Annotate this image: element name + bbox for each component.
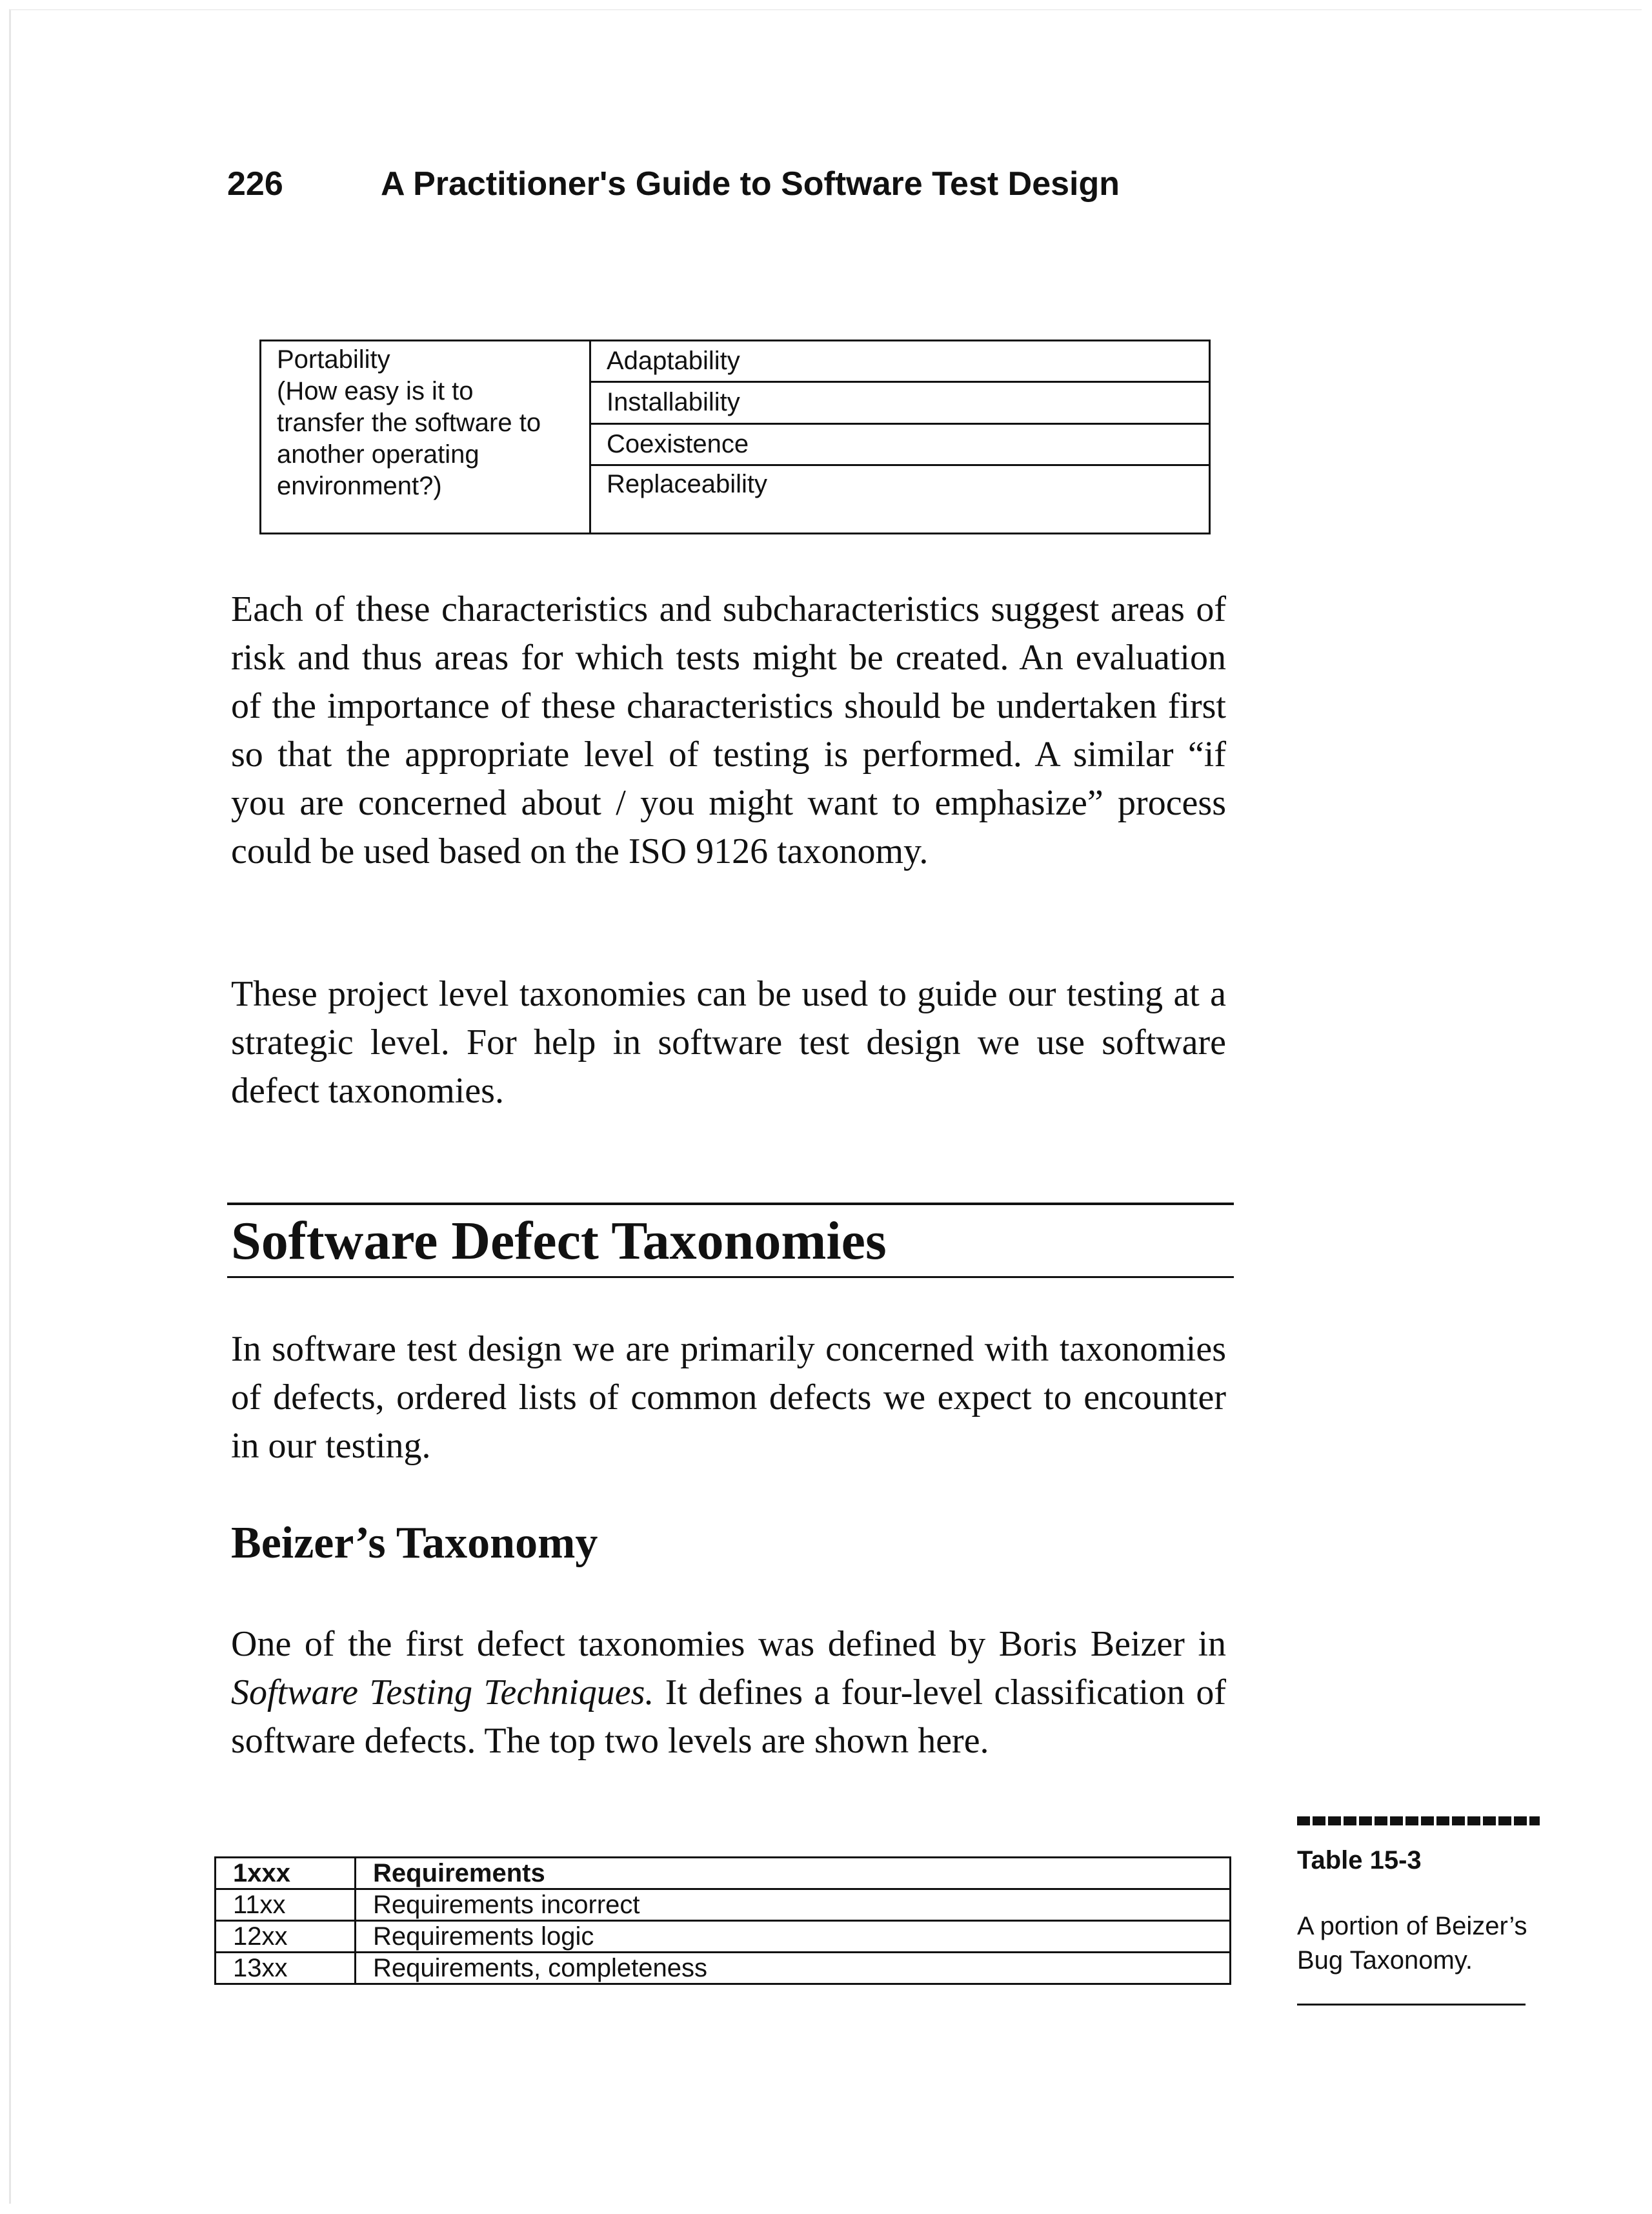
subcharacteristic-cell: Replaceability [590, 465, 1210, 533]
book-title: A Practitioner's Guide to Software Test Design [381, 165, 1120, 203]
subcharacteristic-cell: Adaptability [590, 341, 1210, 382]
subcharacteristic-cell: Coexistence [590, 423, 1210, 465]
table-row [216, 1953, 1231, 1984]
subsection-heading: Beizer’s Taxonomy [231, 1518, 598, 1568]
paragraph-characteristics: Each of these characteristics and subcharacteristics suggest areas of risk and thus areas for which tests might be created. An evaluation of the importance of these characteristics should be undertaken first so that the appropriate level of testing is performed. A similar “if you are concerned about / you might want to emphasize” process could be used based on the ISO 9126 taxonomy. [231, 589, 1226, 871]
caption-line: Bug Taxonomy. [1297, 1946, 1473, 1975]
characteristic-line: another operating [277, 440, 479, 469]
table-caption-label: Table 15-3 [1297, 1846, 1422, 1874]
portability-table [259, 340, 1211, 534]
taxonomy-label: Requirements, completeness [356, 1953, 1231, 1984]
section-rule-bottom [227, 1276, 1234, 1278]
taxonomy-code: 13xx [216, 1953, 356, 1984]
table-caption-text [1297, 1909, 1568, 1978]
taxonomy-code: 12xx [216, 1921, 356, 1953]
taxonomy-label: Requirements logic [356, 1921, 1231, 1953]
paragraph-text: One of the first defect taxonomies was defined by Boris Beizer in [231, 1624, 1226, 1664]
book-reference: Software Testing Techniques. [231, 1672, 654, 1712]
characteristic-line: transfer the software to [277, 409, 541, 437]
section-rule-top [227, 1203, 1234, 1205]
characteristic-line: Portability [277, 345, 390, 374]
taxonomy-label: Requirements incorrect [356, 1889, 1231, 1921]
subcharacteristic-cell: Installability [590, 382, 1210, 423]
sidebar-decorative-bar [1297, 1816, 1540, 1825]
caption-line: A portion of Beizer’s [1297, 1912, 1527, 1940]
table-row [216, 1858, 1231, 1889]
taxonomy-code: 1xxx [216, 1858, 356, 1889]
characteristic-line: (How easy is it to [277, 377, 474, 405]
running-header [227, 165, 1120, 203]
characteristic-line: environment?) [277, 472, 442, 500]
taxonomy-label: Requirements [356, 1858, 1231, 1889]
page-number: 226 [227, 165, 283, 203]
portability-characteristic-cell [261, 341, 590, 534]
section-heading: Software Defect Taxonomies [231, 1211, 887, 1271]
table-row [216, 1921, 1231, 1953]
bug-taxonomy-table [214, 1856, 1231, 1985]
paragraph-text: It defines a four-level classification of software defects. The top two levels are shown here. [231, 1672, 1226, 1761]
caption-rule [1297, 2004, 1526, 2006]
paragraph-defect-taxonomies: In software test design we are primarily concerned with taxonomies of defects, ordered lists of common defects we expect to encounter in our testing. [231, 1329, 1226, 1466]
taxonomy-code: 11xx [216, 1889, 356, 1921]
paragraph-beizer [231, 1620, 1226, 1765]
paragraph-project-taxonomies: These project level taxonomies can be used to guide our testing at a strategic level. For help in software test design we use software defect taxonomies. [231, 974, 1226, 1111]
table-row [216, 1889, 1231, 1921]
